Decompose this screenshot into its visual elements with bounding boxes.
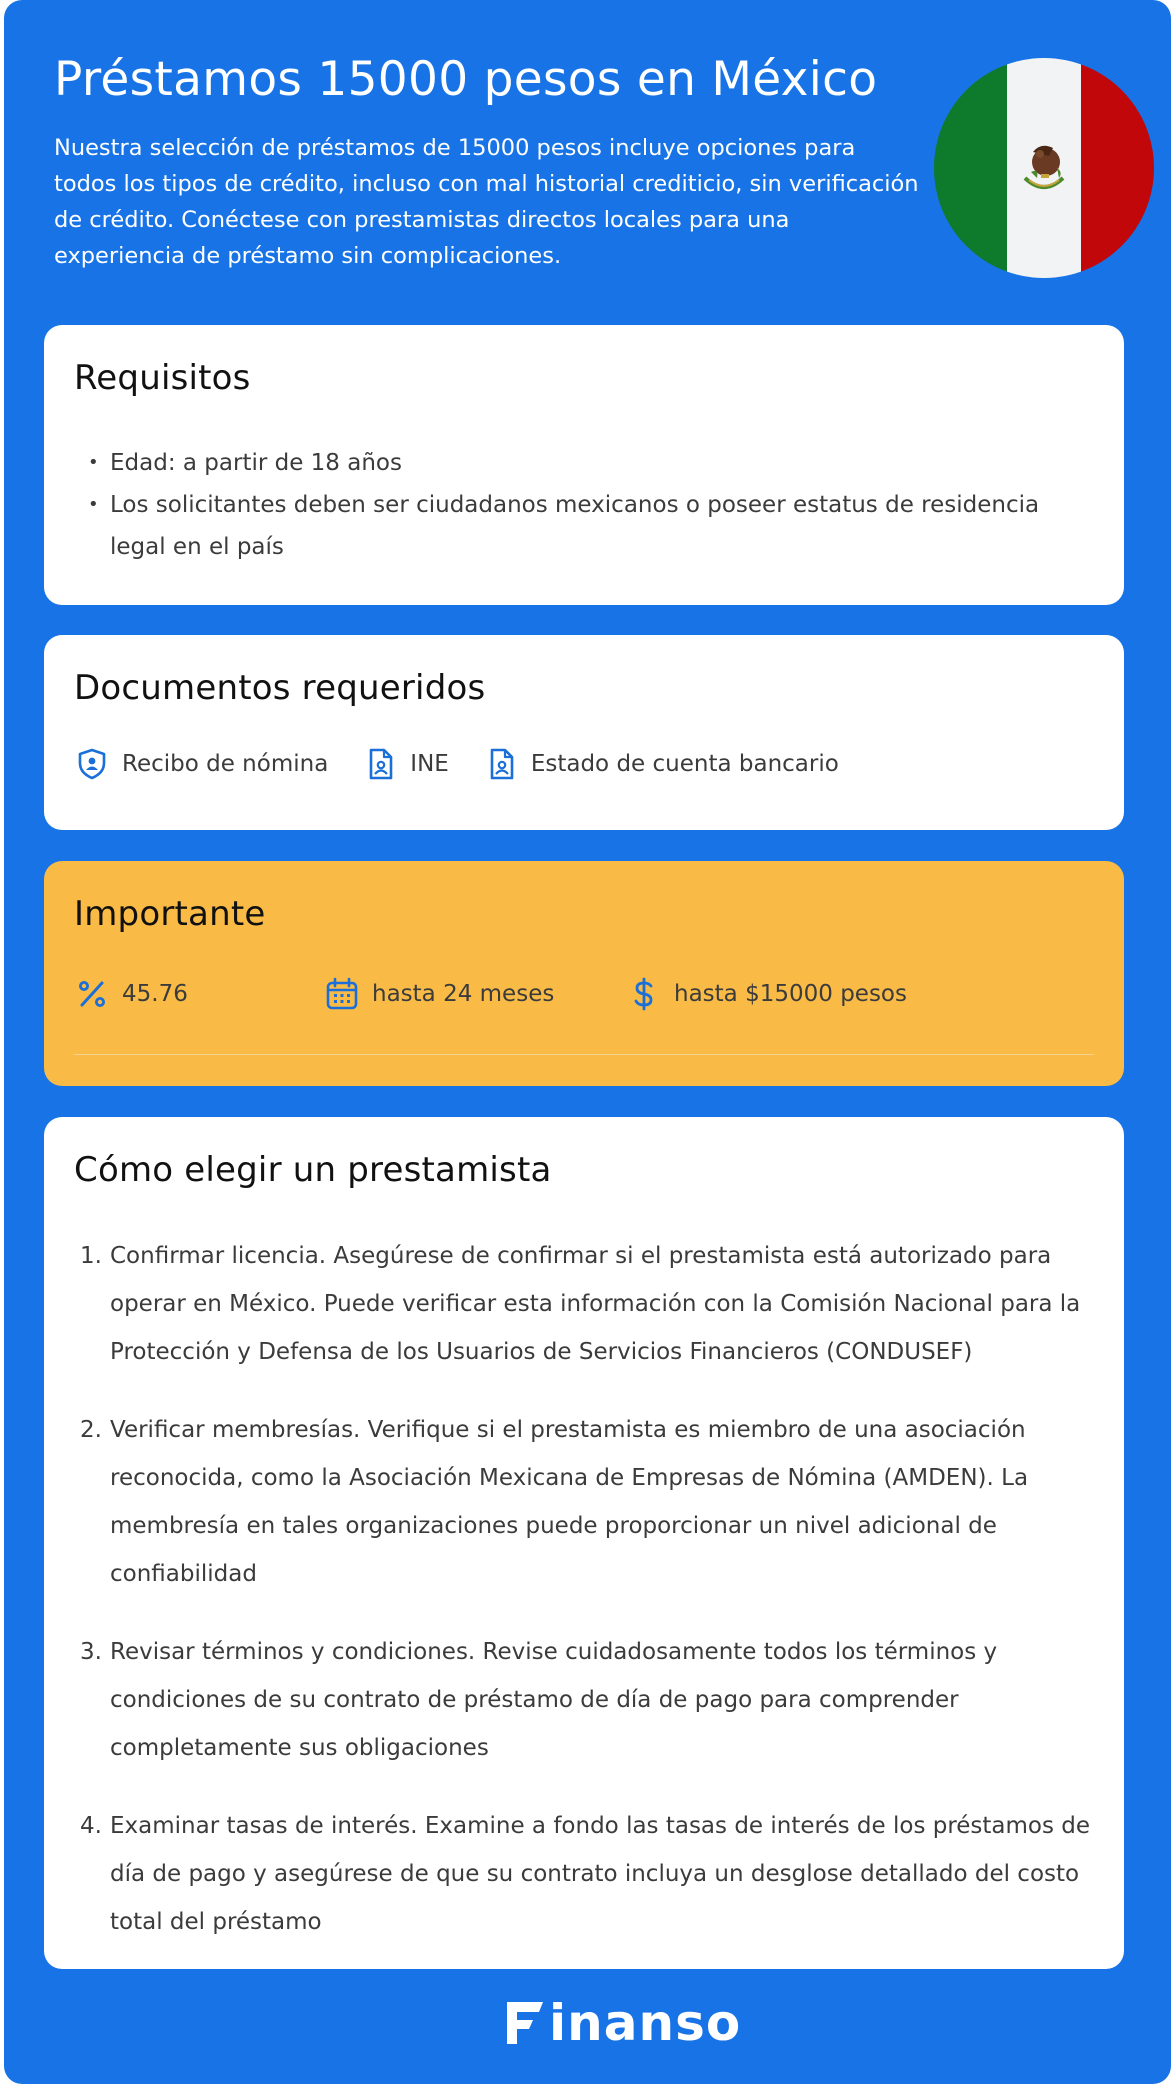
important-list — [74, 972, 1094, 1016]
list-item — [80, 1628, 1094, 1772]
important-label: hasta $15000 pesos — [674, 981, 907, 1007]
flag-red-stripe — [1081, 58, 1154, 278]
document-label: Recibo de nómina — [122, 751, 329, 777]
step-number: 4. — [80, 1813, 102, 1839]
document-item-bank-statement — [483, 746, 839, 782]
documents-card — [44, 635, 1124, 830]
intro-text: Nuestra selección de préstamos de 15000 pesos incluye opciones para todos los tipos de crédito, incluso con mal historial crediticio, sin verificación de crédito. Conéctese con prestamistas directos locales para una experiencia de préstamo sin complicaciones. — [54, 135, 919, 270]
how-to-card — [44, 1117, 1124, 1969]
important-card — [44, 861, 1124, 1086]
mexico-flag-icon — [934, 58, 1154, 278]
finanso-logo — [499, 1996, 749, 2050]
document-label: Estado de cuenta bancario — [530, 751, 839, 777]
page-title: Préstamos 15000 pesos en México — [54, 52, 878, 107]
percent-icon — [74, 976, 110, 1012]
step-text: Examinar tasas de interés. Examine a fondo las tasas de interés de los préstamos de día de pago y asegúrese de que su contrato incluya un desglose detallado del costo total del préstamo — [110, 1813, 1091, 1935]
calendar-icon — [324, 976, 360, 1012]
how-to-title: Cómo elegir un prestamista — [74, 1150, 552, 1190]
documents-title: Documentos requeridos — [74, 668, 486, 708]
logo-text: inanso — [549, 1994, 742, 2052]
document-item-ine — [362, 746, 449, 782]
header — [54, 52, 924, 274]
important-item-term — [324, 972, 554, 1016]
list-item: • Los solicitantes deben ser ciudadanos mexicanos o poseer estatus de residencia legal en el país — [110, 484, 1094, 568]
requirements-title: Requisitos — [74, 358, 251, 398]
page-frame — [4, 0, 1171, 2084]
important-item-amount — [626, 972, 907, 1016]
document-item-payroll — [74, 746, 328, 782]
list-item — [80, 1802, 1094, 1946]
dollar-icon — [626, 976, 662, 1012]
finanso-logo-icon — [499, 1998, 547, 2048]
important-title: Importante — [74, 894, 266, 934]
shield-icon — [74, 746, 110, 782]
requirements-card — [44, 325, 1124, 605]
important-label: 45.76 — [122, 981, 188, 1007]
list-item: • Edad: a partir de 18 años — [110, 442, 1094, 484]
step-text: Verificar membresías. Verifique si el prestamista es miembro de una asociación reconocida, como la Asociación Mexicana de Empresas de Nómina (AMDEN). La membresía en tales organizaciones puede proporcionar un nivel adicional de confiabilidad — [110, 1417, 1029, 1587]
id-document-icon — [483, 746, 519, 782]
important-item-rate — [74, 972, 188, 1016]
step-number: 2. — [80, 1417, 102, 1443]
documents-list — [74, 746, 1094, 782]
requirements-list — [74, 442, 1094, 568]
list-item — [80, 1232, 1094, 1376]
list-item — [80, 1406, 1094, 1598]
document-label: INE — [410, 751, 449, 777]
divider — [74, 1054, 1094, 1055]
important-label: hasta 24 meses — [372, 981, 555, 1007]
step-text: Confirmar licencia. Asegúrese de confirmar si el prestamista está autorizado para operar en México. Puede verificar esta información con la Comisión Nacional para la Protección y Defensa de los Usuarios de Servicios Financieros (CONDUSEF) — [110, 1243, 1081, 1365]
flag-green-stripe — [934, 58, 1007, 278]
step-number: 1. — [80, 1243, 102, 1269]
id-document-icon — [362, 746, 398, 782]
flag-white-stripe — [1007, 58, 1080, 278]
eagle-emblem-icon — [1011, 138, 1077, 198]
step-text: Revisar términos y condiciones. Revise cuidadosamente todos los términos y condiciones de su contrato de préstamo de día de pago para comprender completamente sus obligaciones — [110, 1639, 998, 1761]
how-to-list — [74, 1232, 1094, 1946]
step-number: 3. — [80, 1639, 102, 1665]
